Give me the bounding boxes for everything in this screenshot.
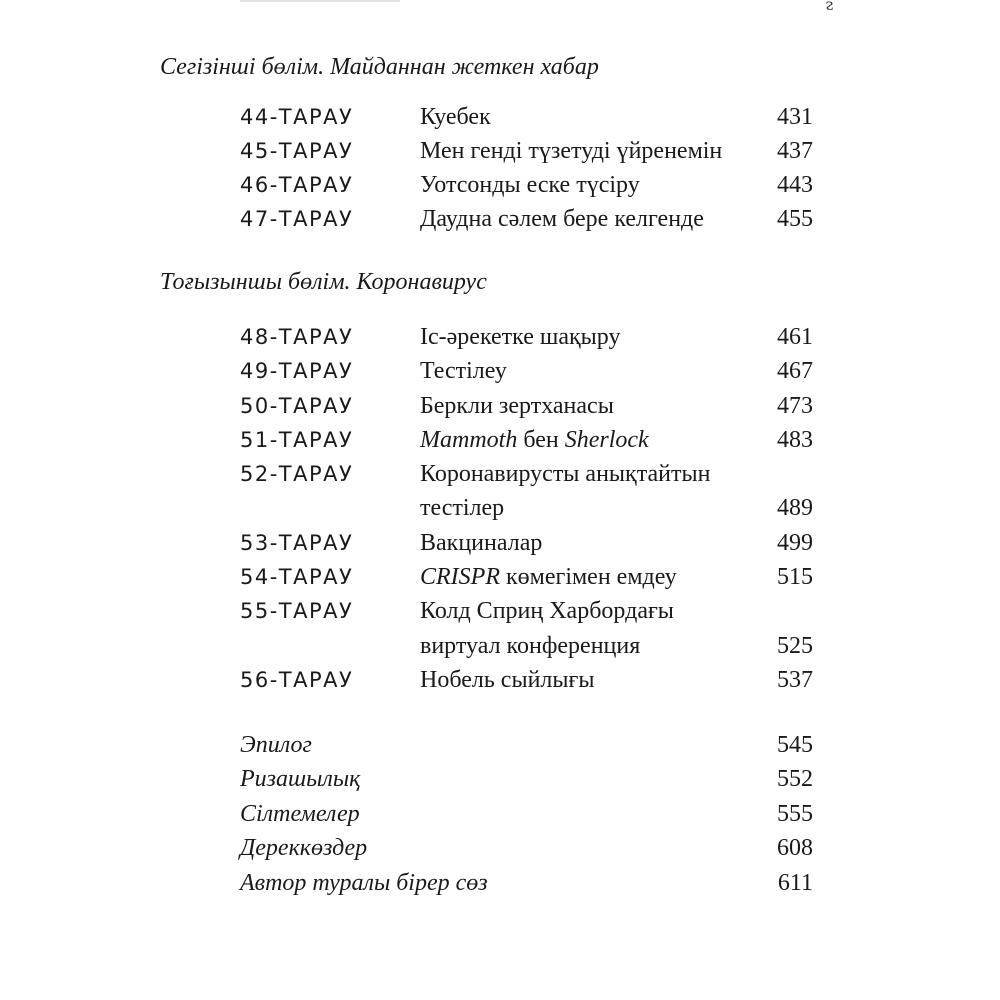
- back-matter-title: Ризашылық: [240, 766, 361, 792]
- chapter-title-italic: CRISPR: [420, 564, 500, 590]
- toc-row-acknowledgements[interactable]: [0, 762, 1000, 796]
- toc-row-ch48[interactable]: [0, 320, 1000, 354]
- chapter-title: Куебек: [420, 104, 491, 130]
- chapter-number: 45-ТАРАУ: [240, 139, 354, 163]
- corner-mark: ᴤ: [826, 0, 834, 14]
- chapter-title: [420, 423, 649, 457]
- toc-row-ch54[interactable]: [0, 560, 1000, 594]
- back-matter-title: Сілтемелер: [240, 801, 360, 827]
- chapter-title-line2: виртуал конференция: [420, 633, 641, 659]
- page-number: 437: [777, 138, 813, 164]
- chapter-number: 56-ТАРАУ: [240, 668, 354, 692]
- toc-row-epilogue[interactable]: [0, 728, 1000, 762]
- chapter-title: Уотсонды еске түсіру: [420, 172, 640, 198]
- page-number: 455: [777, 206, 813, 232]
- page-number: 499: [777, 530, 813, 556]
- chapter-title-line2: тестілер: [420, 495, 505, 521]
- toc-row-ch45[interactable]: [0, 134, 1000, 168]
- chapter-title-line1: Колд Сприң Харбордағы: [420, 598, 674, 624]
- page-number: 525: [777, 633, 813, 659]
- toc-row-ch49[interactable]: [0, 354, 1000, 388]
- chapter-number: 53-ТАРАУ: [240, 531, 354, 555]
- chapter-title: Даудна сәлем бере келгенде: [420, 206, 704, 232]
- chapter-title-text: көмегімен емдеу: [499, 564, 677, 590]
- chapter-title-line1: Коронавирусты анықтайтын: [420, 461, 711, 487]
- toc-row-ch55[interactable]: [0, 594, 1000, 628]
- back-matter-title: Дереккөздер: [240, 835, 368, 861]
- toc-row-ch56[interactable]: [0, 663, 1000, 697]
- part9-title: Тоғызыншы бөлім. Коронавирус: [160, 269, 487, 295]
- chapter-number: 51-ТАРАУ: [240, 428, 354, 452]
- page-number: 555: [777, 801, 813, 827]
- page-number: 473: [777, 393, 813, 419]
- part8-title: Сегізінші бөлім. Майданнан жеткен хабар: [160, 54, 599, 80]
- chapter-title: Вакциналар: [420, 530, 543, 556]
- page-number: 515: [777, 564, 813, 590]
- back-matter-title: Эпилог: [240, 732, 312, 758]
- chapter-number: 55-ТАРАУ: [240, 599, 354, 623]
- chapter-number: 54-ТАРАУ: [240, 565, 354, 589]
- page-number: 537: [777, 667, 813, 693]
- chapter-title-italic: Sherlock: [564, 427, 649, 453]
- toc-row-ch51[interactable]: [0, 423, 1000, 457]
- chapter-number: 44-ТАРАУ: [240, 105, 354, 129]
- page-number: 431: [777, 104, 813, 130]
- chapter-number: 52-ТАРАУ: [240, 462, 354, 486]
- chapter-number: 48-ТАРАУ: [240, 325, 354, 349]
- toc-row-ch47[interactable]: [0, 202, 1000, 236]
- toc-row-ch53[interactable]: [0, 526, 1000, 560]
- chapter-title: Нобель сыйлығы: [420, 667, 595, 693]
- chapter-title: Беркли зертханасы: [420, 393, 614, 419]
- page-number: 461: [777, 324, 813, 350]
- toc-row-about-author[interactable]: [0, 866, 1000, 900]
- page-number: 489: [777, 495, 813, 521]
- top-rule: [240, 0, 400, 2]
- toc-row-ch50[interactable]: [0, 389, 1000, 423]
- chapter-title: [420, 560, 677, 594]
- chapter-number: 49-ТАРАУ: [240, 359, 354, 383]
- page-number: 467: [777, 358, 813, 384]
- page-number: 608: [777, 835, 813, 861]
- chapter-number: 46-ТАРАУ: [240, 173, 354, 197]
- chapter-title: Тестілеу: [420, 358, 507, 384]
- chapter-number: 50-ТАРАУ: [240, 394, 354, 418]
- back-matter-title: Автор туралы бірер сөз: [240, 870, 488, 896]
- toc-row-sources[interactable]: [0, 831, 1000, 865]
- page-number: 611: [777, 870, 813, 896]
- page-number: 552: [777, 766, 813, 792]
- chapter-title-text: бен: [517, 427, 565, 453]
- toc-row-notes[interactable]: [0, 797, 1000, 831]
- toc-row-ch52[interactable]: [0, 457, 1000, 491]
- page-number: 443: [777, 172, 813, 198]
- chapter-title: Іс-әрекетке шақыру: [420, 324, 621, 350]
- page-number: 545: [777, 732, 813, 758]
- chapter-title: Мен генді түзетуді үйренемін: [420, 138, 723, 164]
- toc-row-ch52-cont[interactable]: [0, 491, 1000, 525]
- toc-row-ch55-cont[interactable]: [0, 629, 1000, 663]
- toc-row-ch46[interactable]: [0, 168, 1000, 202]
- toc-row-ch44[interactable]: [0, 100, 1000, 134]
- page-number: 483: [777, 427, 813, 453]
- chapter-number: 47-ТАРАУ: [240, 207, 354, 231]
- chapter-title-italic: Mammoth: [420, 427, 518, 453]
